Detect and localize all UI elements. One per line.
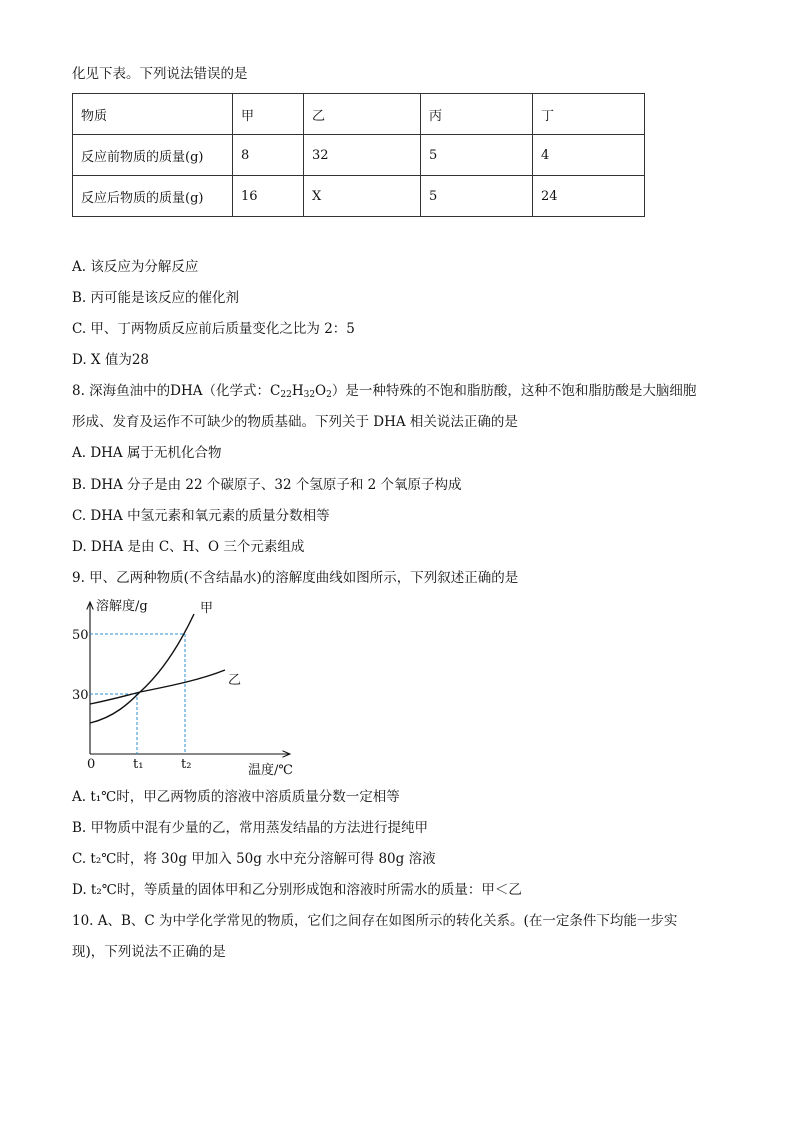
table-cell: 甲 <box>233 94 304 135</box>
q9-option-c: C. t₂℃时，将 30g 甲加入 50g 水中充分溶解可得 80g 溶液 <box>72 851 436 867</box>
q8-stem-line2: 形成、发育及运作不可缺少的物质基础。下列关于 DHA 相关说法正确的是 <box>72 414 518 430</box>
table-cell: 16 <box>233 176 304 217</box>
q8-option-d: D. DHA 是由 C、H、O 三个元素组成 <box>72 539 305 555</box>
intro-text: 化见下表。下列说法错误的是 <box>72 66 248 82</box>
table-cell: 丙 <box>421 94 533 135</box>
table-cell: 反应前物质的质量(g) <box>73 135 233 176</box>
q8-option-a: A. DHA 属于无机化合物 <box>72 445 222 461</box>
y-tick-50: 50 <box>72 628 89 643</box>
series-yi-curve <box>90 670 225 704</box>
x-tick-t1: t₁ <box>133 757 144 772</box>
q7-option-b: B. 丙可能是该反应的催化剂 <box>72 290 240 306</box>
q9-stem: 9. 甲、乙两种物质(不含结晶水)的溶解度曲线如图所示，下列叙述正确的是 <box>72 570 519 586</box>
series-jia-label: 甲 <box>200 601 214 616</box>
x-axis-label: 温度/℃ <box>248 763 293 778</box>
table-header-row <box>73 94 645 135</box>
table-cell: 32 <box>304 135 421 176</box>
table-row <box>73 135 645 176</box>
q10-stem-line2: 现)，下列说法不正确的是 <box>72 944 226 960</box>
y-axis-label: 溶解度/g <box>96 599 148 614</box>
q10-stem-line1: 10. A、B、C 为中学化学常见的物质，它们之间存在如图所示的转化关系。(在一定条件下均能一步实 <box>72 913 678 929</box>
table-cell: X <box>304 176 421 217</box>
y-tick-30: 30 <box>72 688 89 703</box>
x-tick-t2: t₂ <box>181 757 192 772</box>
q9-option-d: D. t₂℃时，等质量的固体甲和乙分别形成饱和溶液时所需水的质量：甲＜乙 <box>72 882 522 898</box>
table-cell: 24 <box>533 176 645 217</box>
table-cell: 丁 <box>533 94 645 135</box>
q8-option-b: B. DHA 分子是由 22 个碳原子、32 个氢原子和 2 个氧原子构成 <box>72 477 462 493</box>
q8-option-c: C. DHA 中氢元素和氧元素的质量分数相等 <box>72 508 330 524</box>
table-cell: 8 <box>233 135 304 176</box>
solubility-chart <box>60 596 310 781</box>
q7-option-c: C. 甲、丁两物质反应前后质量变化之比为 2：5 <box>72 321 355 337</box>
q7-option-a: A. 该反应为分解反应 <box>72 259 199 275</box>
table-cell: 反应后物质的质量(g) <box>73 176 233 217</box>
origin-label: 0 <box>87 757 96 772</box>
table-cell: 5 <box>421 176 533 217</box>
mass-table <box>72 93 645 217</box>
q9-option-a: A. t₁℃时，甲乙两物质的溶液中溶质质量分数一定相等 <box>72 789 400 805</box>
q8-stem-line1: 8. 深海鱼油中的DHA（化学式：$C_{22}H_{32}O_2$）是一种特殊的不饱和脂肪酸，这种不饱和脂肪酸是大脑细胞 <box>72 383 697 400</box>
q9-option-b: B. 甲物质中混有少量的乙，常用蒸发结晶的方法进行提纯甲 <box>72 820 429 836</box>
table-cell: 乙 <box>304 94 421 135</box>
series-yi-label: 乙 <box>228 673 242 688</box>
series-jia-curve <box>90 614 194 723</box>
table-row <box>73 176 645 217</box>
table-cell: 5 <box>421 135 533 176</box>
table-cell: 4 <box>533 135 645 176</box>
q7-option-d: D. X 值为28 <box>72 352 150 368</box>
table-cell: 物质 <box>73 94 233 135</box>
